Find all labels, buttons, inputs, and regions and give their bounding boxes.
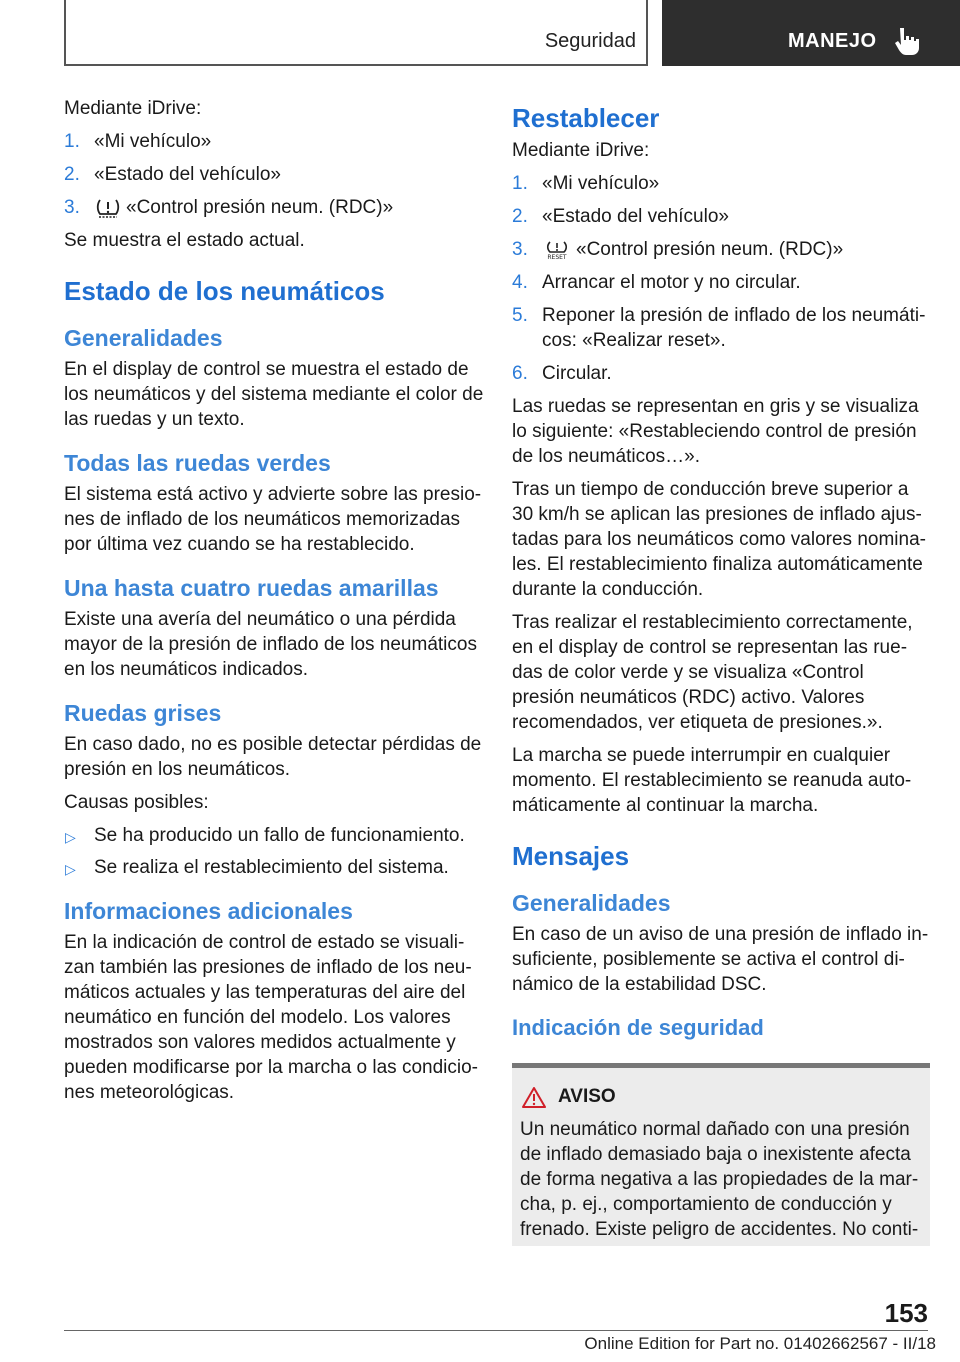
heading-general: Generalidades (512, 890, 671, 916)
grey-wheels-text: En caso dado, no es posible detectar pérdidas de presión en los neumáticos. (64, 734, 482, 780)
idrive-steps (64, 129, 484, 220)
causes-list (64, 823, 484, 880)
list-item: 6. Circular. (512, 363, 612, 384)
messages-general-text: En caso de un aviso de una presión de inflado insuficiente, posiblemente se activa el control dinámico de la estabilidad DSC. (512, 924, 929, 995)
svg-text:RESET: RESET (547, 253, 567, 260)
warning-text: Un neumático normal dañado con una presión de inflado demasiado baja o inexistente afecta de forma negativa a las propiedades de la marcha, p. ej., comportamiento de conducción y frenado. Existe peligro de accidentes. No conti- (520, 1119, 919, 1240)
pointing-hand-icon (894, 26, 922, 56)
triangle-bullet-icon: ▷ (65, 861, 76, 877)
heading-reset: Restablecer (512, 103, 660, 133)
list-item: 2. «Estado del vehículo» (64, 164, 281, 185)
general-text: En el display de control se muestra el estado de los neumáticos y del sistema mediante el color de las ruedas y un texto. (64, 359, 484, 430)
heading-messages: Mensajes (512, 841, 630, 871)
page-number: 153 (884, 1298, 928, 1328)
reset-text-1: Las ruedas se representan en gris y se visualiza lo siguiente: «Restableciendo control de presión de los neumáticos…». (512, 396, 919, 467)
header-rule-left (64, 0, 66, 66)
reset-text-3: Tras realizar el restablecimiento correctamente, en el display de control se representan las ruedas de color verde y se visualiza «Control presión neumáticos (RDC) activo. Valores recomendados, ver etiqueta de presiones.». (512, 612, 913, 733)
header-rule (64, 64, 648, 66)
intro-text: Mediante iDrive: (512, 140, 650, 161)
list-item: 5. Reponer la presión de inflado de los neumáticos: «Realizar reset». (512, 305, 926, 351)
warning-title: AVISO (558, 1086, 616, 1107)
reset-text-4: La marcha se puede interrumpir en cualquier momento. El restablecimiento se reanuda automáticamente al continuar la marcha. (512, 745, 912, 816)
additional-info-text: En la indicación de control de estado se visualizan también las presiones de inflado de los neumáticos actuales y las temperaturas del aire del neumático en función del modelo. Los valores mostrados son valores medidos actualmente y pueden modificarse por la marcha o las condiciones meteorológicas. (64, 932, 478, 1103)
current-status-text: Se muestra el estado actual. (64, 230, 305, 251)
list-item: 1. «Mi vehículo» (512, 173, 660, 194)
chapter-label: MANEJO (788, 30, 877, 52)
heading-green-wheels: Todas las ruedas verdes (64, 450, 331, 476)
right-column (512, 96, 930, 1246)
reset-text-2: Tras un tiempo de conducción breve superior a 30 km/h se aplican las presiones de inflado ajustadas para los neumáticos como valores nominales. El restablecimiento finaliza automáticamente durante la conducción. (512, 479, 926, 600)
heading-general: Generalidades (64, 325, 223, 351)
warning-header (520, 1084, 922, 1109)
edition-note: Online Edition for Part no. 01402662567 - II/18 (584, 1334, 936, 1353)
heading-yellow-wheels: Una hasta cuatro ruedas amarillas (64, 575, 439, 601)
list-item: 3. RESET «Control presión neum. (RDC)» (512, 239, 844, 260)
left-column (64, 96, 484, 1113)
footer-rule (64, 1330, 928, 1331)
tire-reset-icon (544, 240, 570, 260)
warning-triangle-icon (522, 1086, 546, 1108)
causes-label: Causas posibles: (64, 792, 209, 813)
list-item: 3. «Control presión neum. (RDC)» (64, 197, 394, 218)
list-item: ▷ Se realiza el restablecimiento del sistema. (64, 855, 484, 880)
yellow-wheels-text: Existe una avería del neumático o una pérdida mayor de la presión de inflado de los neumáticos en los neumáticos indicados. (64, 609, 477, 680)
header-section: Seguridad (544, 30, 636, 52)
list-item: ▷ Se ha producido un fallo de funcionamiento. (64, 823, 484, 848)
reset-steps (512, 171, 930, 386)
tire-pressure-warning-icon (96, 198, 120, 218)
header-rule-right (646, 0, 648, 66)
header-chapter-tab (662, 0, 960, 66)
warning-box (512, 1063, 930, 1246)
heading-safety: Indicación de seguridad (512, 1015, 764, 1040)
intro-text: Mediante iDrive: (64, 98, 202, 119)
list-item: 2. «Estado del vehículo» (512, 206, 729, 227)
heading-tire-status: Estado de los neumáticos (64, 276, 385, 306)
heading-additional-info: Informaciones adicionales (64, 898, 353, 924)
heading-grey-wheels: Ruedas grises (64, 700, 222, 726)
triangle-bullet-icon: ▷ (65, 829, 76, 845)
list-item: 4. Arrancar el motor y no circular. (512, 272, 801, 293)
list-item: 1. «Mi vehículo» (64, 131, 212, 152)
green-wheels-text: El sistema está activo y advierte sobre las presiones de inflado de los neumáticos memorizadas por última vez cuando se ha restablecido. (64, 484, 482, 555)
